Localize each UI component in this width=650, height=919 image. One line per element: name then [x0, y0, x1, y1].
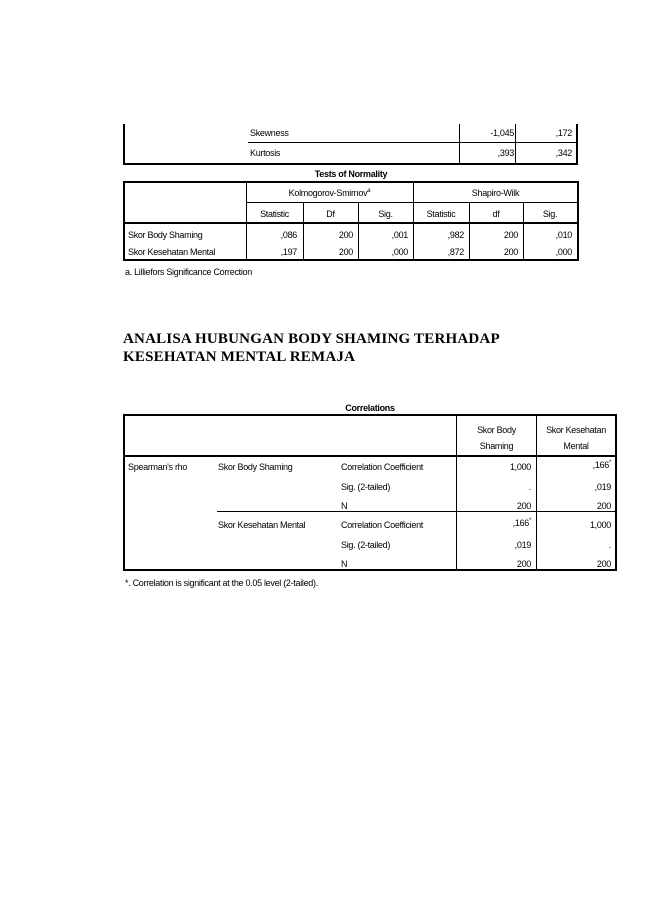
col-header-kesehatan-mental: [537, 425, 615, 451]
stat-label: Correlation Coefficient: [341, 520, 423, 530]
cell: ,000: [391, 247, 408, 257]
section-heading-line: ANALISA HUBUNGAN BODY SHAMING TERHADAP: [123, 331, 500, 347]
cell: ,000: [555, 247, 572, 257]
row-label: Kurtosis: [250, 148, 281, 158]
cell: 200: [503, 247, 518, 257]
row-label: Skor Kesehatan Mental: [128, 247, 216, 257]
cell-std-error: ,172: [555, 128, 572, 138]
normality-title: Tests of Normality: [314, 169, 388, 179]
group-header-ks-label: Kolmogorov-Smirnov: [288, 188, 368, 198]
col-header-line: Mental: [563, 441, 589, 451]
normality-table: [123, 181, 579, 261]
col-header-line: Shaming: [479, 441, 514, 451]
cell: ,197: [280, 247, 297, 257]
col-header-line: Skor Kesehatan: [546, 425, 606, 435]
table-row: [125, 124, 576, 142]
cell: .: [528, 482, 531, 492]
section-heading: [123, 330, 543, 366]
footnote-marker: a: [367, 188, 371, 194]
col-header: Df: [326, 209, 335, 219]
cell: ,086: [280, 230, 297, 240]
footnote-marker: *: [608, 460, 611, 466]
table-row: [125, 144, 576, 162]
cell: 200: [596, 559, 611, 569]
col-header-body-shaming: [457, 425, 536, 451]
row-var-label: Skor Body Shaming: [218, 462, 293, 472]
correlations-title: Correlations: [345, 403, 395, 413]
cell-statistic: -1,045: [490, 128, 514, 138]
col-header: Sig.: [542, 209, 558, 219]
row-label: Skewness: [250, 128, 289, 138]
col-header: Sig.: [378, 209, 393, 219]
col-header: Statistic: [426, 209, 456, 219]
cell: ,982: [447, 230, 464, 240]
cell-value: ,166: [512, 518, 529, 528]
stat-label: N: [341, 501, 348, 511]
cell-statistic: ,393: [497, 148, 514, 158]
cell: ,019: [514, 540, 531, 550]
cell: 200: [338, 230, 353, 240]
stat-label: N: [341, 559, 348, 569]
section-heading-line: KESEHATAN MENTAL REMAJA: [123, 349, 356, 365]
row-label: Skor Body Shaming: [128, 230, 203, 240]
group-header-ks: [246, 188, 413, 198]
stat-label: Sig. (2-tailed): [341, 540, 391, 550]
cell: ,001: [391, 230, 408, 240]
cell: [513, 518, 531, 528]
cell: 1,000: [589, 520, 611, 530]
cell-value: ,166: [592, 460, 609, 470]
cell-std-error: ,342: [555, 148, 572, 158]
col-header-line: Skor Body: [477, 425, 516, 435]
col-header: df: [492, 209, 500, 219]
row-var-label: Skor Kesehatan Mental: [218, 520, 306, 530]
cell: ,872: [447, 247, 464, 257]
footnote-marker: *: [528, 518, 531, 524]
descriptives-table: [123, 124, 578, 165]
cell: 200: [516, 559, 531, 569]
cell: 200: [596, 501, 611, 511]
cell: ,019: [594, 482, 611, 492]
cell: 200: [516, 501, 531, 511]
normality-footnote: a. Lilliefors Significance Correction: [125, 267, 252, 277]
cell: [593, 460, 611, 470]
cell: 200: [503, 230, 518, 240]
stat-label: Correlation Coefficient: [341, 462, 423, 472]
cell: 200: [338, 247, 353, 257]
stat-label: Sig. (2-tailed): [341, 482, 391, 492]
correlations-table: [123, 414, 617, 571]
method-label: Spearman's rho: [128, 462, 188, 472]
group-header-sw: Shapiro-Wilk: [471, 188, 520, 198]
col-header: Statistic: [260, 209, 289, 219]
cell: .: [608, 540, 611, 550]
correlations-footnote: *. Correlation is significant at the 0.05 level (2-tailed).: [125, 578, 318, 588]
cell: 1,000: [509, 462, 531, 472]
cell: ,010: [555, 230, 572, 240]
